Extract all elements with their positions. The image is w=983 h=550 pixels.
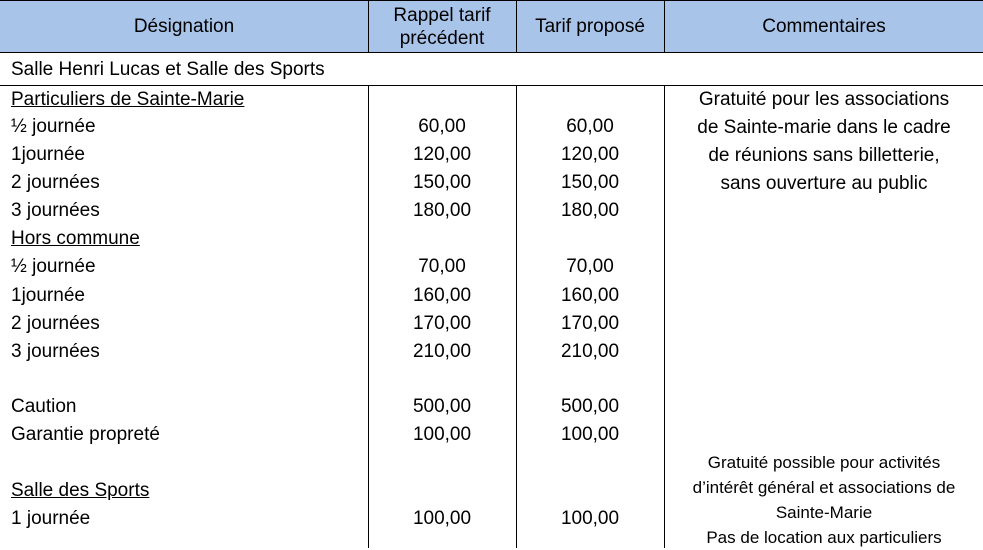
row-label: ½ journée bbox=[11, 116, 96, 137]
propose-value: 100,00 bbox=[560, 424, 620, 445]
row-label: Garantie propreté bbox=[11, 424, 160, 445]
comment-line: de Sainte-marie dans le cadre bbox=[697, 117, 951, 138]
group-title: Salle des Sports bbox=[11, 480, 150, 501]
row-label: 3 journées bbox=[11, 341, 100, 362]
row-label: 2 journées bbox=[11, 313, 100, 334]
header-rappel: Rappel tarif précédent bbox=[393, 4, 491, 49]
header-divider bbox=[516, 0, 517, 53]
header-propose: Tarif proposé bbox=[535, 16, 645, 37]
row-label: 1journée bbox=[11, 144, 85, 165]
propose-value: 160,00 bbox=[560, 285, 620, 306]
rappel-value: 150,00 bbox=[412, 172, 472, 193]
rappel-value: 170,00 bbox=[412, 313, 472, 334]
rappel-value: 160,00 bbox=[412, 285, 472, 306]
rappel-value: 100,00 bbox=[412, 424, 472, 445]
comment-line: Gratuité pour les associations bbox=[698, 89, 950, 110]
header-commentaires: Commentaires bbox=[762, 16, 886, 37]
comment-line: d’intérêt général et associations de bbox=[692, 478, 956, 497]
propose-value: 500,00 bbox=[560, 396, 620, 417]
row-label: 1 journée bbox=[11, 508, 91, 529]
comment-line: de réunions sans billetterie, bbox=[708, 145, 940, 166]
comment-line: Sainte-Marie bbox=[775, 503, 873, 522]
propose-value: 210,00 bbox=[560, 341, 620, 362]
section-title: Salle Henri Lucas et Salle des Sports bbox=[11, 59, 325, 80]
row-label: 2 journées bbox=[11, 172, 100, 193]
header-divider bbox=[368, 0, 369, 53]
row-label: ½ journée bbox=[11, 256, 96, 277]
rappel-value: 210,00 bbox=[412, 341, 472, 362]
propose-value: 100,00 bbox=[560, 508, 620, 529]
header-divider bbox=[664, 0, 665, 53]
comment-line: sans ouverture au public bbox=[720, 173, 928, 194]
rappel-value: 100,00 bbox=[412, 508, 472, 529]
group-title: Particuliers de Sainte-Marie bbox=[11, 89, 245, 110]
rappel-value: 180,00 bbox=[412, 200, 472, 221]
group-title: Hors commune bbox=[11, 228, 140, 249]
row-label: 3 journées bbox=[11, 200, 100, 221]
propose-value: 180,00 bbox=[560, 200, 620, 221]
header-designation: Désignation bbox=[133, 16, 235, 37]
rappel-value: 500,00 bbox=[412, 396, 472, 417]
propose-value: 150,00 bbox=[560, 172, 620, 193]
rappel-value: 70,00 bbox=[418, 256, 466, 277]
comment-line: Pas de location aux particuliers bbox=[706, 528, 942, 547]
rappel-value: 120,00 bbox=[412, 144, 472, 165]
propose-value: 120,00 bbox=[560, 144, 620, 165]
row-label: 1journée bbox=[11, 285, 85, 306]
row-label: Caution bbox=[11, 396, 77, 417]
propose-value: 170,00 bbox=[560, 313, 620, 334]
comment-line: Gratuité possible pour activités bbox=[707, 453, 941, 472]
propose-value: 60,00 bbox=[566, 116, 614, 137]
propose-value: 70,00 bbox=[566, 256, 614, 277]
rappel-value: 60,00 bbox=[418, 116, 466, 137]
